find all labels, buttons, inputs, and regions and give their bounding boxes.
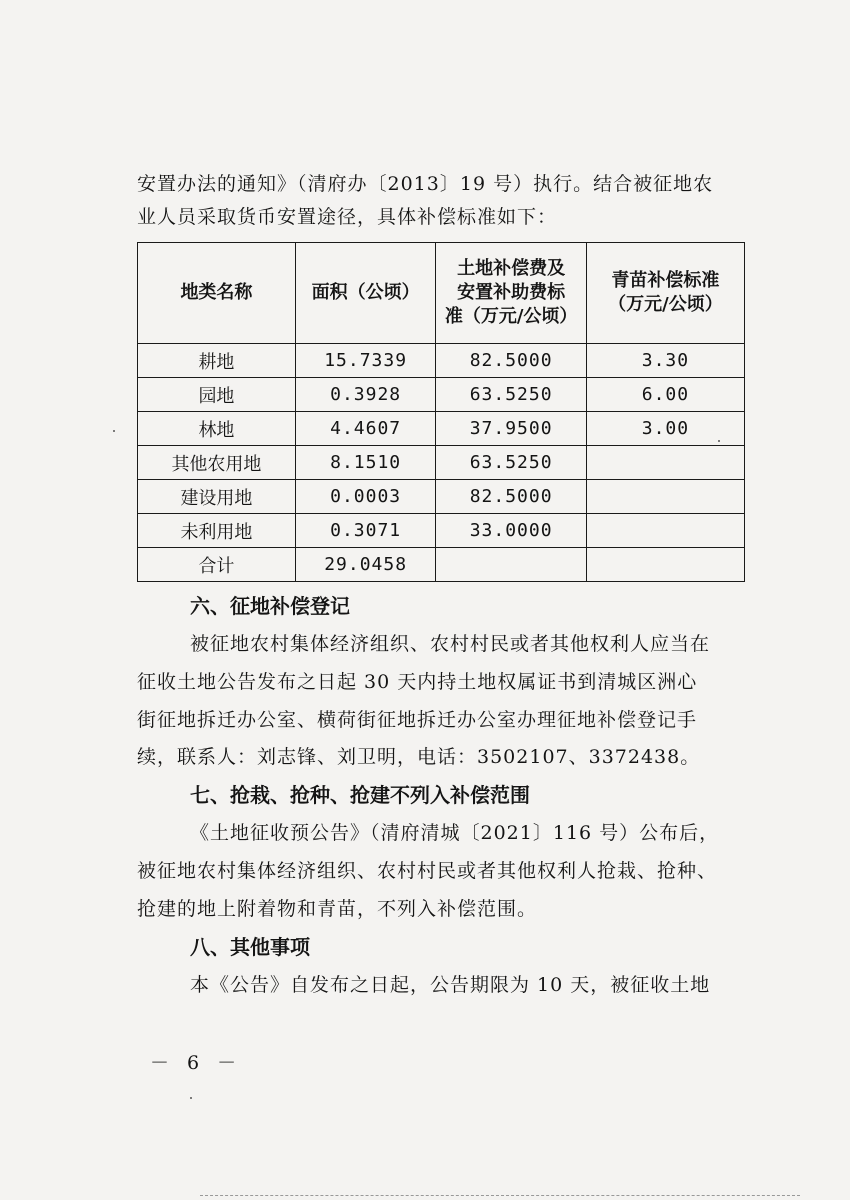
section-6-line-1: 被征地农村集体经济组织、农村村民或者其他权利人应当在 (190, 633, 711, 655)
section-8-line-1: 本《公告》自发布之日起，公告期限为 10 天，被征收土地 (190, 974, 711, 996)
header-land-compensation (436, 243, 586, 344)
header-crop-line-2: （万元/公顷） (608, 294, 723, 315)
scan-speck (718, 440, 720, 442)
section-7-line-2: 被征地农村集体经济组织、农村村民或者其他权利人抢栽、抢种、 (137, 860, 718, 882)
section-6-line-2: 征收土地公告发布之日起 30 天内持土地权属证书到清城区洲心 (137, 671, 698, 693)
table-row (138, 514, 745, 548)
cell-crop-standard (586, 514, 744, 548)
table-row (138, 412, 745, 446)
header-land-line-2: 安置补助费标 (457, 282, 566, 303)
table-header-row (138, 243, 745, 344)
cell-area: 15.7339 (295, 344, 436, 378)
cell-area: 0.3071 (295, 514, 436, 548)
table-row (138, 480, 745, 514)
cell-area: 8.1510 (295, 446, 436, 480)
header-land-type: 地类名称 (138, 243, 296, 344)
table-row (138, 446, 745, 480)
intro-line-2: 业人员采取货币安置途径，具体补偿标准如下： (137, 206, 558, 228)
section-7-line-1: 《土地征收预公告》（清府清城〔2021〕116 号）公布后， (190, 822, 720, 844)
section-7-line-3: 抢建的地上附着物和青苗，不列入补偿范围。 (137, 898, 538, 920)
page-number: － 6 － (150, 1052, 243, 1074)
cell-area: 4.4607 (295, 412, 436, 446)
cell-area: 0.3928 (295, 378, 436, 412)
cell-land-standard: 63.5250 (436, 446, 586, 480)
table-row (138, 344, 745, 378)
cell-land-type: 其他农用地 (138, 446, 296, 480)
cell-land-type: 未利用地 (138, 514, 296, 548)
cell-crop-standard: 3.00 (586, 412, 744, 446)
cell-crop-standard: 3.30 (586, 344, 744, 378)
header-crop-compensation (586, 243, 744, 344)
header-crop-line-1: 青苗补偿标准 (611, 270, 720, 291)
cell-area: 29.0458 (295, 548, 436, 582)
cell-land-type: 林地 (138, 412, 296, 446)
header-land-line-3: 准（万元/公顷） (444, 306, 578, 327)
cell-crop-standard (586, 480, 744, 514)
compensation-table (137, 242, 745, 582)
scan-speck (190, 1097, 192, 1099)
cell-crop-standard: 6.00 (586, 378, 744, 412)
cell-land-standard: 82.5000 (436, 344, 586, 378)
cell-land-standard: 82.5000 (436, 480, 586, 514)
table-total-row (138, 548, 745, 582)
section-6-heading: 六、征地补偿登记 (190, 594, 350, 618)
cell-area: 0.0003 (295, 480, 436, 514)
section-6-line-4: 续，联系人：刘志锋、刘卫明，电话：3502107、3372438。 (137, 746, 701, 768)
cell-land-type: 建设用地 (138, 480, 296, 514)
cell-land-type: 合计 (138, 548, 296, 582)
cell-land-standard: 33.0000 (436, 514, 586, 548)
cell-land-type: 园地 (138, 378, 296, 412)
section-6-line-3: 街征地拆迁办公室、横荷街征地拆迁办公室办理征地补偿登记手 (137, 709, 698, 731)
header-area: 面积（公顷） (295, 243, 436, 344)
intro-line-1: 安置办法的通知》（清府办〔2013〕19 号）执行。结合被征地农 (137, 173, 714, 195)
table-row (138, 378, 745, 412)
scan-edge-line (200, 1195, 800, 1197)
header-land-line-1: 土地补偿费及 (457, 258, 566, 279)
cell-crop-standard (586, 446, 744, 480)
cell-land-type: 耕地 (138, 344, 296, 378)
cell-crop-standard (586, 548, 744, 582)
cell-land-standard (436, 548, 586, 582)
section-7-heading: 七、抢栽、抢种、抢建不列入补偿范围 (190, 783, 530, 807)
cell-land-standard: 63.5250 (436, 378, 586, 412)
scan-speck (113, 430, 115, 432)
cell-land-standard: 37.9500 (436, 412, 586, 446)
section-8-heading: 八、其他事项 (190, 935, 310, 959)
